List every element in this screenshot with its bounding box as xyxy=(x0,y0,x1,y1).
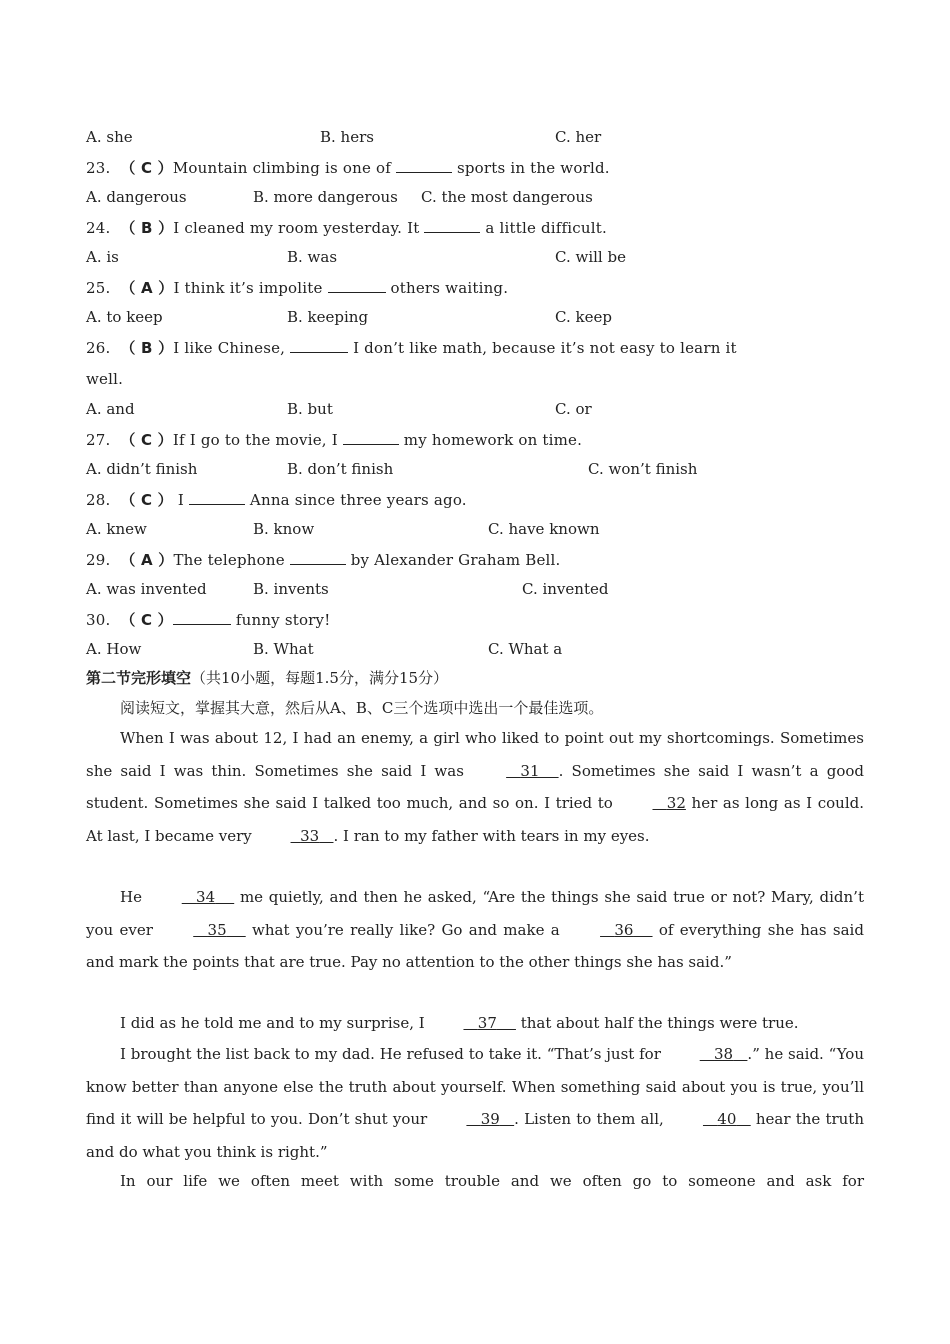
question-stem-pre: Mountain climbing is one of xyxy=(172,159,392,177)
question-28: 28. （ C ） I Anna since three years ago. xyxy=(86,491,467,509)
cloze-gap-36: 36 xyxy=(614,920,634,939)
q23-option-b: B. more dangerous xyxy=(253,188,398,206)
q25-option-a: A. to keep xyxy=(86,308,163,326)
q23-option-c: C. the most dangerous xyxy=(421,188,593,206)
q24-option-b: B. was xyxy=(287,248,338,266)
section-title: 第二节完形填空 xyxy=(86,669,192,687)
question-stem-pre: I cleaned my room yesterday. It xyxy=(173,219,420,237)
answer-letter: B xyxy=(141,339,153,357)
q27-option-b: B. don’t finish xyxy=(287,460,394,478)
question-24: 24. （ B ）I cleaned my room yesterday. It a little difficult. xyxy=(86,219,607,237)
passage-paragraph-4: I brought the list back to my dad. He refused to take it. “That’s just for 38 .” he said. “You know better than anyone else the truth about yourself. When something said about you is true, you’ll find it will be helpful to you. Don’t shut your 39 . Listen to them all, 40 hear the truth and do what you think is right.” xyxy=(86,1038,864,1168)
section-note: （共10小题，每题1.5分，满分15分） xyxy=(191,669,449,687)
answer-blank xyxy=(424,217,480,233)
question-stem-post: my homework on time. xyxy=(403,431,583,449)
q28-option-a: A. knew xyxy=(86,520,147,538)
q26-option-c: C. or xyxy=(555,400,592,418)
cloze-gap-38: 38 xyxy=(714,1045,734,1063)
q30-option-a: A. How xyxy=(86,640,142,658)
answer-letter: B xyxy=(141,219,153,237)
cloze-gap-37: 37 xyxy=(477,1014,497,1032)
question-25: 25. （ A ）I think it’s impolite others waiting. xyxy=(86,279,509,297)
question-26: 26. （ B ）I like Chinese, I don’t like math, because it’s not easy to learn it xyxy=(86,339,737,357)
q22-option-b: B. hers xyxy=(320,128,374,146)
question-number: 25. xyxy=(86,279,111,297)
question-number: 24. xyxy=(86,219,111,237)
cloze-gap-40: 40 xyxy=(717,1110,737,1128)
question-26-continued: well. xyxy=(86,370,124,388)
cloze-gap-35: 35 xyxy=(207,920,227,939)
answer-letter: C xyxy=(141,611,153,629)
q29-option-b: B. invents xyxy=(253,580,329,598)
answer-blank xyxy=(343,429,399,445)
q29-option-c: C. invented xyxy=(522,580,609,598)
question-number: 26. xyxy=(86,339,111,357)
question-stem-post: a little difficult. xyxy=(485,219,607,237)
answer-letter: C xyxy=(141,159,153,177)
passage-paragraph-1: When I was about 12, I had an enemy, a girl who liked to point out my shortcomings. Sometimes she said I was thin. Sometimes she said I was 31 . Sometimes she said I wasn’t a good student. Sometimes she said I talked too much, and so on. I tried to 32 her as long as I could. At last, I became very 33 . I ran to my father with tears in my eyes. xyxy=(86,722,864,852)
q25-option-b: B. keeping xyxy=(287,308,369,326)
question-29: 29. （ A ）The telephone by Alexander Graham Bell. xyxy=(86,551,561,569)
question-number: 29. xyxy=(86,551,111,569)
question-stem-post: by Alexander Graham Bell. xyxy=(350,551,561,569)
q28-option-b: B. know xyxy=(253,520,315,538)
cloze-gap-31: 31 xyxy=(520,761,540,780)
q24-option-a: A. is xyxy=(86,248,119,266)
q27-option-a: A. didn’t finish xyxy=(86,460,198,478)
q22-option-a: A. she xyxy=(86,128,133,146)
answer-letter: A xyxy=(141,551,153,569)
q24-option-c: C. will be xyxy=(555,248,626,266)
q26-option-b: B. but xyxy=(287,400,333,418)
passage-paragraph-3: I did as he told me and to my surprise, I 37 that about half the things were true. xyxy=(86,1007,864,1040)
question-stem-pre: The telephone xyxy=(173,551,285,569)
question-number: 28. xyxy=(86,491,111,509)
answer-letter: C xyxy=(141,491,153,509)
question-stem-pre: I like Chinese, xyxy=(173,339,286,357)
answer-letter: C xyxy=(141,431,153,449)
answer-blank xyxy=(290,337,348,353)
question-30: 30. （ C ） funny story! xyxy=(86,611,331,629)
answer-blank xyxy=(173,609,231,625)
q30-option-c: C. What a xyxy=(488,640,563,658)
passage-paragraph-2: He 34 me quietly, and then he asked, “Are the things she said true or not? Mary, didn’t you ever 35 what you’re really like? Go and make a 36 of everything she has said and mark the points that are true. Pay no attention to the other things she has said.” xyxy=(86,881,864,979)
q30-option-b: B. What xyxy=(253,640,314,658)
answer-letter: A xyxy=(141,279,153,297)
question-23: 23. （ C ）Mountain climbing is one of sports in the world. xyxy=(86,159,610,177)
answer-blank xyxy=(396,157,452,173)
question-number: 23. xyxy=(86,159,111,177)
q25-option-c: C. keep xyxy=(555,308,612,326)
q28-option-c: C. have known xyxy=(488,520,600,538)
cloze-gap-34: 34 xyxy=(196,888,216,906)
cloze-gap-39: 39 xyxy=(480,1110,500,1128)
q27-option-c: C. won’t finish xyxy=(588,460,698,478)
answer-blank xyxy=(189,489,245,505)
section-instruction: 阅读短文，掌握其大意，然后从A、B、C三个选项中选出一个最佳选项。 xyxy=(120,699,604,717)
question-stem-pre: I xyxy=(177,491,184,509)
section-heading xyxy=(86,668,448,688)
question-stem-post: I don’t like math, because it’s not easy to learn it xyxy=(353,339,737,357)
answer-blank xyxy=(328,277,386,293)
q26-option-a: A. and xyxy=(86,400,135,418)
q23-option-a: A. dangerous xyxy=(86,188,187,206)
answer-blank xyxy=(290,549,346,565)
question-stem-post: Anna since three years ago. xyxy=(249,491,467,509)
q29-option-a: A. was invented xyxy=(86,580,207,598)
question-number: 27. xyxy=(86,431,111,449)
question-stem-post: funny story! xyxy=(235,611,331,629)
q22-option-c: C. her xyxy=(555,128,602,146)
passage-paragraph-5: In our life we often meet with some trouble and we often go to someone and ask for xyxy=(120,1172,864,1190)
question-stem-post: sports in the world. xyxy=(456,159,610,177)
question-number: 30. xyxy=(86,611,111,629)
question-stem-post: others waiting. xyxy=(390,279,509,297)
question-27: 27. （ C ）If I go to the movie, I my homework on time. xyxy=(86,431,583,449)
cloze-gap-33: 33 xyxy=(300,826,320,845)
question-stem-pre: If I go to the movie, I xyxy=(172,431,338,449)
cloze-gap-32: 32 xyxy=(666,794,686,812)
question-stem-pre: I think it’s impolite xyxy=(173,279,323,297)
